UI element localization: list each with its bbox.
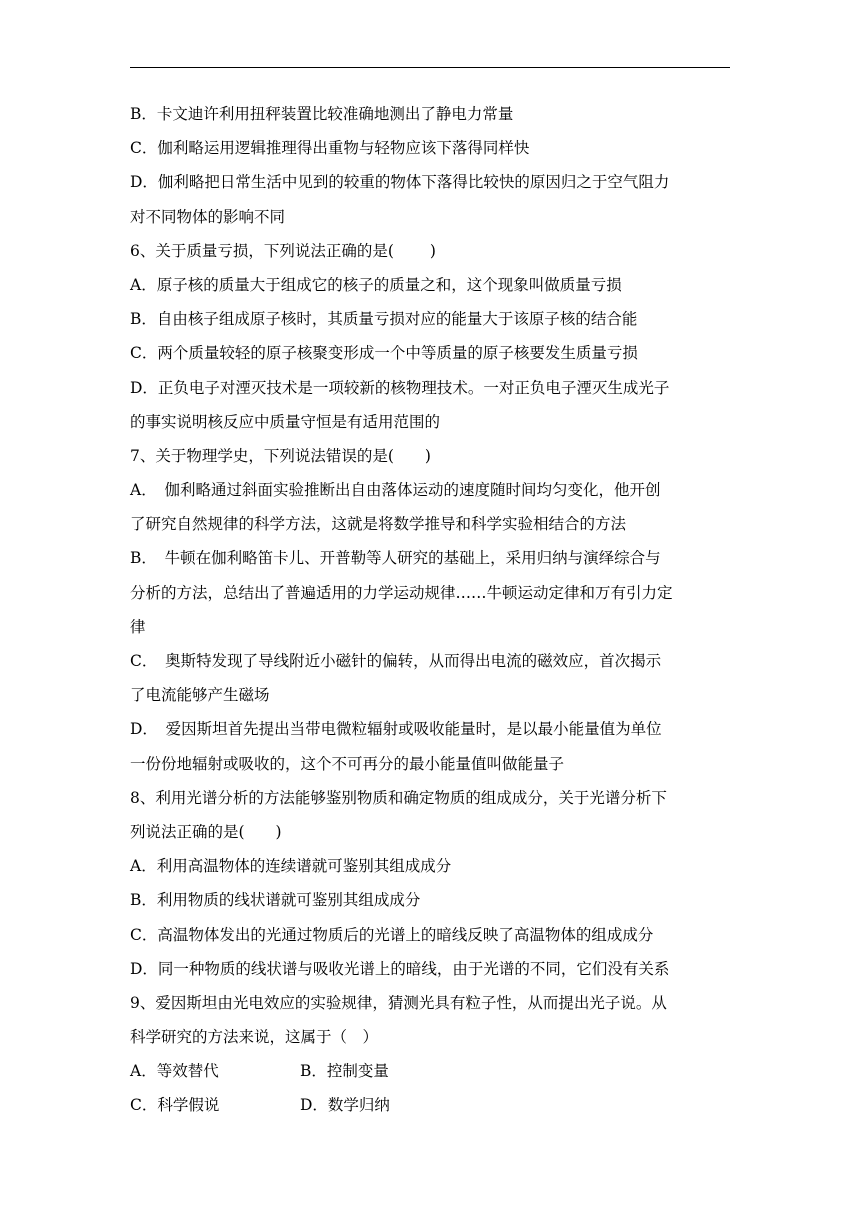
q9-option-d: D．数学归纳 <box>300 1096 390 1115</box>
document-body <box>130 97 730 1123</box>
q8-stem-line1: 8、利用光谱分析的方法能够鉴别物质和确定物质的组成成分，关于光谱分析下 <box>130 788 667 807</box>
q7-option-d-line2: 一份份地辐射或吸收的，这个不可再分的最小能量值叫做能量子 <box>130 754 565 773</box>
q6-option-d-line2: 的事实说明核反应中质量守恒是有适用范围的 <box>130 412 441 431</box>
q9-option-b: B．控制变量 <box>300 1062 389 1081</box>
q5-option-b: B．卡文迪许利用扭秤装置比较准确地测出了静电力常量 <box>130 105 514 123</box>
q8-option-d: D．同一种物质的线状谱与吸收光谱上的暗线，由于光谱的不同，它们没有关系 <box>130 959 670 978</box>
q6-stem: 6、关于质量亏损，下列说法正确的是( ) <box>130 241 436 260</box>
q9-option-c: C．科学假说 <box>130 1096 220 1115</box>
q5-option-c: C．伽利略运用逻辑推理得出重物与轻物应该下落得同样快 <box>130 139 530 158</box>
q6-option-a: A．原子核的质量大于组成它的核子的质量之和，这个现象叫做质量亏损 <box>130 275 622 294</box>
q9-option-a: A．等效替代 <box>130 1062 219 1081</box>
q8-option-a: A．利用高温物体的连续谱就可鉴别其组成成分 <box>130 857 452 876</box>
q7-option-c-line1: C． 奥斯特发现了导线附近小磁针的偏转，从而得出电流的磁效应，首次揭示 <box>130 652 662 670</box>
q7-option-c-line2: 了电流能够产生磁场 <box>130 686 270 705</box>
q6-option-b: B．自由核子组成原子核时，其质量亏损对应的能量大于该原子核的结合能 <box>130 310 638 329</box>
q8-option-b: B．利用物质的线状谱就可鉴别其组成成分 <box>130 891 421 910</box>
q7-option-a-line2: 了研究自然规律的科学方法，这就是将数学推导和科学实验相结合的方法 <box>130 515 627 534</box>
q7-option-d-line1: D． 爱因斯坦首先提出当带电微粒辐射或吸收能量时，是以最小能量值为单位 <box>130 720 662 739</box>
q9-stem-line2: 科学研究的方法来说，这属于（ ） <box>130 1028 379 1047</box>
q7-option-a-line1: A． 伽利略通过斜面实验推断出自由落体运动的速度随时间均匀变化，他开创 <box>130 481 661 500</box>
q9-options-row2 <box>130 1088 730 1122</box>
header-rule <box>130 67 730 68</box>
q7-option-b-line2: 分析的方法，总结出了普遍适用的力学运动规律……牛顿运动定律和万有引力定 <box>130 583 673 602</box>
q5-option-d-line2: 对不同物体的影响不同 <box>130 207 286 226</box>
q6-option-d-line1: D．正负电子对湮灭技术是一项较新的核物理技术。一对正负电子湮灭生成光子 <box>130 378 670 397</box>
q9-options-row1 <box>130 1054 730 1088</box>
q7-option-b-line1: B． 牛顿在伽利略笛卡儿、开普勒等人研究的基础上，采用归纳与演绎综合与 <box>130 549 661 568</box>
q7-option-b-line3: 律 <box>130 617 146 636</box>
q7-stem: 7、关于物理学史，下列说法错误的是( ) <box>130 446 431 465</box>
q8-stem-line2: 列说法正确的是( ) <box>130 822 282 841</box>
q8-option-c: C．高温物体发出的光通过物质后的光谱上的暗线反映了高温物体的组成成分 <box>130 925 654 944</box>
q9-stem-line1: 9、爱因斯坦由光电效应的实验规律，猜测光具有粒子性，从而提出光子说。从 <box>130 993 667 1012</box>
q6-option-c: C．两个质量较轻的原子核聚变形成一个中等质量的原子核要发生质量亏损 <box>130 344 638 363</box>
q5-option-d-line1: D．伽利略把日常生活中见到的较重的物体下落得比较快的原因归之于空气阻力 <box>130 173 670 192</box>
